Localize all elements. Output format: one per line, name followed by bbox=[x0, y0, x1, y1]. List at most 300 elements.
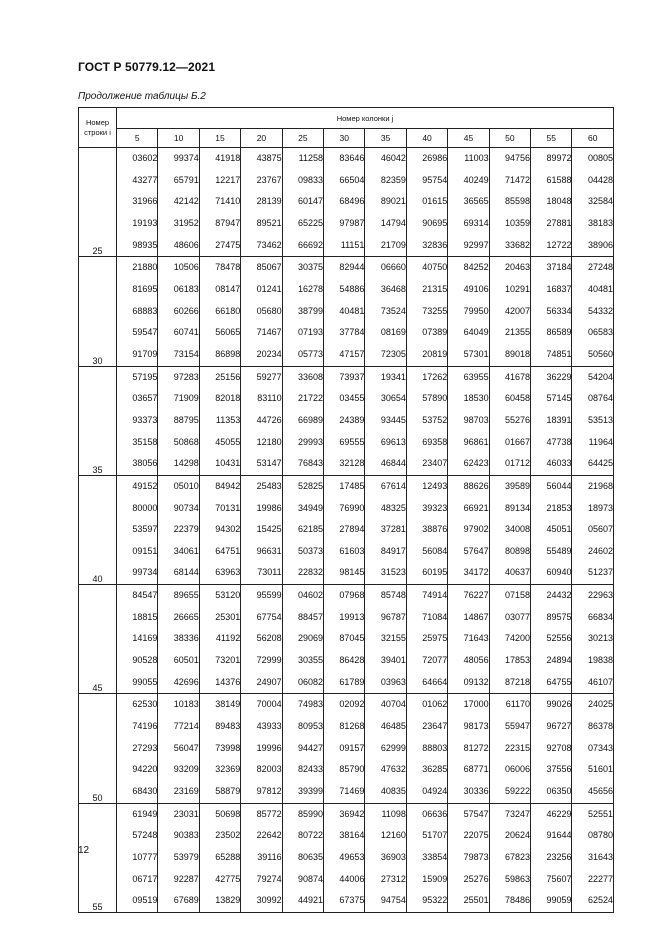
table-cell: 43933 bbox=[241, 716, 282, 738]
table-cell: 91644 bbox=[531, 825, 572, 847]
table-row bbox=[79, 562, 614, 584]
column-number: 55 bbox=[531, 129, 572, 148]
table-cell: 73998 bbox=[199, 738, 240, 760]
table-cell: 94756 bbox=[489, 148, 530, 170]
table-cell: 12493 bbox=[406, 475, 447, 497]
table-cell: 97902 bbox=[448, 519, 489, 541]
table-cell: 06583 bbox=[572, 322, 614, 344]
table-cell: 17485 bbox=[324, 475, 365, 497]
table-cell: 67823 bbox=[489, 847, 530, 869]
table-cell: 96631 bbox=[241, 541, 282, 563]
table-cell: 53513 bbox=[572, 410, 614, 432]
table-cell: 86589 bbox=[531, 322, 572, 344]
table-cell: 82433 bbox=[282, 759, 323, 781]
table-cell: 40249 bbox=[448, 170, 489, 192]
table-cell: 42775 bbox=[199, 869, 240, 891]
table-row bbox=[79, 453, 614, 475]
table-cell: 76843 bbox=[282, 453, 323, 475]
table-cell: 92708 bbox=[531, 738, 572, 760]
table-cell: 46229 bbox=[531, 803, 572, 825]
table-cell: 46485 bbox=[365, 716, 406, 738]
table-cell: 55276 bbox=[489, 410, 530, 432]
table-row bbox=[79, 541, 614, 563]
column-number: 5 bbox=[117, 129, 158, 148]
table-cell: 06350 bbox=[531, 781, 572, 803]
table-cell: 90695 bbox=[406, 213, 447, 235]
table-cell: 69358 bbox=[406, 432, 447, 454]
table-cell: 66989 bbox=[282, 410, 323, 432]
table-row bbox=[79, 388, 614, 410]
table-cell: 32128 bbox=[324, 453, 365, 475]
table-cell: 40637 bbox=[489, 562, 530, 584]
table-cell: 28139 bbox=[241, 191, 282, 213]
table-cell: 23031 bbox=[158, 803, 199, 825]
column-number: 20 bbox=[241, 129, 282, 148]
table-cell: 11353 bbox=[199, 410, 240, 432]
table-cell: 54332 bbox=[572, 301, 614, 323]
table-cell: 76990 bbox=[324, 498, 365, 520]
table-cell: 04924 bbox=[406, 781, 447, 803]
table-cell: 24025 bbox=[572, 694, 614, 716]
table-cell: 10359 bbox=[489, 213, 530, 235]
table-cell: 36903 bbox=[365, 847, 406, 869]
table-cell: 09151 bbox=[117, 541, 158, 563]
table-cell: 23256 bbox=[531, 847, 572, 869]
table-cell: 57195 bbox=[117, 366, 158, 388]
table-cell: 01712 bbox=[489, 453, 530, 475]
table-cell: 34172 bbox=[448, 562, 489, 584]
row-number: 45 bbox=[79, 585, 117, 694]
table-cell: 48325 bbox=[365, 498, 406, 520]
table-cell: 15425 bbox=[241, 519, 282, 541]
table-cell: 11151 bbox=[324, 235, 365, 257]
table-cell: 76227 bbox=[448, 585, 489, 607]
table-cell: 54204 bbox=[572, 366, 614, 388]
table-row bbox=[79, 781, 614, 803]
table-cell: 71469 bbox=[324, 781, 365, 803]
table-cell: 50373 bbox=[282, 541, 323, 563]
column-numbers-row bbox=[79, 129, 614, 148]
row-number: 25 bbox=[79, 148, 117, 257]
table-cell: 50698 bbox=[199, 803, 240, 825]
table-cell: 10777 bbox=[117, 847, 158, 869]
column-number: 15 bbox=[199, 129, 240, 148]
table-cell: 56047 bbox=[158, 738, 199, 760]
table-cell: 14867 bbox=[448, 607, 489, 629]
table-cell: 19996 bbox=[241, 738, 282, 760]
table-cell: 22315 bbox=[489, 738, 530, 760]
table-cell: 08169 bbox=[365, 322, 406, 344]
table-cell: 61949 bbox=[117, 803, 158, 825]
table-cell: 59863 bbox=[489, 869, 530, 891]
table-cell: 89655 bbox=[158, 585, 199, 607]
table-cell: 01241 bbox=[241, 279, 282, 301]
table-cell: 21968 bbox=[572, 475, 614, 497]
table-cell: 44726 bbox=[241, 410, 282, 432]
table-cell: 72999 bbox=[241, 650, 282, 672]
table-cell: 80000 bbox=[117, 498, 158, 520]
table-cell: 98935 bbox=[117, 235, 158, 257]
table-cell: 10291 bbox=[489, 279, 530, 301]
table-cell: 64755 bbox=[531, 672, 572, 694]
table-cell: 39116 bbox=[241, 847, 282, 869]
table-cell: 30375 bbox=[282, 257, 323, 279]
table-cell: 08764 bbox=[572, 388, 614, 410]
table-cell: 93209 bbox=[158, 759, 199, 781]
table-cell: 34949 bbox=[282, 498, 323, 520]
table-cell: 27894 bbox=[324, 519, 365, 541]
table-cell: 06660 bbox=[365, 257, 406, 279]
table-cell: 74200 bbox=[489, 628, 530, 650]
row-number: 40 bbox=[79, 475, 117, 584]
table-cell: 99026 bbox=[531, 694, 572, 716]
table-cell: 06082 bbox=[282, 672, 323, 694]
table-row bbox=[79, 519, 614, 541]
table-cell: 66921 bbox=[448, 498, 489, 520]
table-cell: 64049 bbox=[448, 322, 489, 344]
table-cell: 51707 bbox=[406, 825, 447, 847]
table-cell: 41918 bbox=[199, 148, 240, 170]
table-cell: 85748 bbox=[365, 585, 406, 607]
table-cell: 82944 bbox=[324, 257, 365, 279]
table-cell: 45656 bbox=[572, 781, 614, 803]
table-cell: 26665 bbox=[158, 607, 199, 629]
table-cell: 25156 bbox=[199, 366, 240, 388]
table-cell: 56084 bbox=[406, 541, 447, 563]
table-cell: 78478 bbox=[199, 257, 240, 279]
table-cell: 40704 bbox=[365, 694, 406, 716]
table-cell: 97987 bbox=[324, 213, 365, 235]
table-cell: 07343 bbox=[572, 738, 614, 760]
table-cell: 49152 bbox=[117, 475, 158, 497]
column-number: 30 bbox=[324, 129, 365, 148]
table-cell: 74196 bbox=[117, 716, 158, 738]
table-cell: 91709 bbox=[117, 344, 158, 366]
table-cell: 22075 bbox=[448, 825, 489, 847]
table-cell: 97812 bbox=[241, 781, 282, 803]
table-cell: 36468 bbox=[365, 279, 406, 301]
table-cell: 16278 bbox=[282, 279, 323, 301]
table-cell: 07193 bbox=[282, 322, 323, 344]
table-cell: 19193 bbox=[117, 213, 158, 235]
table-cell: 68144 bbox=[158, 562, 199, 584]
table-cell: 64751 bbox=[199, 541, 240, 563]
table-cell: 59277 bbox=[241, 366, 282, 388]
table-cell: 85790 bbox=[324, 759, 365, 781]
table-cell: 67689 bbox=[158, 890, 199, 912]
table-cell: 71643 bbox=[448, 628, 489, 650]
table-cell: 85990 bbox=[282, 803, 323, 825]
table-cell: 05680 bbox=[241, 301, 282, 323]
table-cell: 65288 bbox=[199, 847, 240, 869]
table-cell: 20624 bbox=[489, 825, 530, 847]
table-cell: 84942 bbox=[199, 475, 240, 497]
table-cell: 84547 bbox=[117, 585, 158, 607]
document-title: ГОСТ Р 50779.12—2021 bbox=[78, 60, 216, 74]
table-cell: 13829 bbox=[199, 890, 240, 912]
table-cell: 09833 bbox=[282, 170, 323, 192]
table-cell: 23767 bbox=[241, 170, 282, 192]
table-cell: 11258 bbox=[282, 148, 323, 170]
page-number: 12 bbox=[78, 845, 90, 856]
table-cell: 99734 bbox=[117, 562, 158, 584]
table-cell: 62423 bbox=[448, 453, 489, 475]
table-cell: 93373 bbox=[117, 410, 158, 432]
table-cell: 87218 bbox=[489, 672, 530, 694]
table-cell: 24602 bbox=[572, 541, 614, 563]
table-cell: 24907 bbox=[241, 672, 282, 694]
table-cell: 80898 bbox=[489, 541, 530, 563]
table-cell: 23169 bbox=[158, 781, 199, 803]
table-cell: 17853 bbox=[489, 650, 530, 672]
table-cell: 60940 bbox=[531, 562, 572, 584]
table-cell: 57890 bbox=[406, 388, 447, 410]
row-number: 55 bbox=[79, 803, 117, 912]
column-number: 45 bbox=[448, 129, 489, 148]
table-cell: 57547 bbox=[448, 803, 489, 825]
row-number: 30 bbox=[79, 257, 117, 366]
table-cell: 49106 bbox=[448, 279, 489, 301]
table-cell: 21853 bbox=[531, 498, 572, 520]
table-cell: 78486 bbox=[489, 890, 530, 912]
table-cell: 40750 bbox=[406, 257, 447, 279]
table-cell: 94427 bbox=[282, 738, 323, 760]
table-cell: 60147 bbox=[282, 191, 323, 213]
table-cell: 89483 bbox=[199, 716, 240, 738]
table-cell: 56208 bbox=[241, 628, 282, 650]
table-cell: 89521 bbox=[241, 213, 282, 235]
table-cell: 87045 bbox=[324, 628, 365, 650]
table-cell: 19986 bbox=[241, 498, 282, 520]
table-cell: 11003 bbox=[448, 148, 489, 170]
table-row bbox=[79, 607, 614, 629]
table-row bbox=[79, 170, 614, 192]
table-cell: 21709 bbox=[365, 235, 406, 257]
table-cell: 95599 bbox=[241, 585, 282, 607]
table-cell: 59547 bbox=[117, 322, 158, 344]
row-number-header: Номер строки i bbox=[79, 108, 117, 148]
table-cell: 59222 bbox=[489, 781, 530, 803]
table-cell: 53597 bbox=[117, 519, 158, 541]
table-cell: 48056 bbox=[448, 650, 489, 672]
table-cell: 06183 bbox=[158, 279, 199, 301]
table-cell: 10183 bbox=[158, 694, 199, 716]
table-cell: 07968 bbox=[324, 585, 365, 607]
table-cell: 08780 bbox=[572, 825, 614, 847]
table-cell: 38183 bbox=[572, 213, 614, 235]
table-row bbox=[79, 890, 614, 912]
table-cell: 44006 bbox=[324, 869, 365, 891]
table-cell: 24894 bbox=[531, 650, 572, 672]
table-cell: 42696 bbox=[158, 672, 199, 694]
table-row bbox=[79, 366, 614, 388]
table-row bbox=[79, 279, 614, 301]
table-cell: 29993 bbox=[282, 432, 323, 454]
table-cell: 32584 bbox=[572, 191, 614, 213]
column-number: 35 bbox=[365, 129, 406, 148]
table-row bbox=[79, 498, 614, 520]
table-cell: 52825 bbox=[282, 475, 323, 497]
table-cell: 73524 bbox=[365, 301, 406, 323]
random-numbers-table bbox=[78, 107, 614, 913]
table-cell: 57647 bbox=[448, 541, 489, 563]
table-cell: 31523 bbox=[365, 562, 406, 584]
table-cell: 23407 bbox=[406, 453, 447, 475]
table-cell: 63955 bbox=[448, 366, 489, 388]
table-cell: 22277 bbox=[572, 869, 614, 891]
table-cell: 22832 bbox=[282, 562, 323, 584]
table-cell: 14376 bbox=[199, 672, 240, 694]
table-cell: 85598 bbox=[489, 191, 530, 213]
table-cell: 66834 bbox=[572, 607, 614, 629]
table-cell: 09519 bbox=[117, 890, 158, 912]
table-row bbox=[79, 759, 614, 781]
table-cell: 56065 bbox=[199, 322, 240, 344]
table-cell: 73462 bbox=[241, 235, 282, 257]
table-cell: 66692 bbox=[282, 235, 323, 257]
table-cell: 09157 bbox=[324, 738, 365, 760]
table-cell: 43277 bbox=[117, 170, 158, 192]
table-cell: 70004 bbox=[241, 694, 282, 716]
table-cell: 64664 bbox=[406, 672, 447, 694]
table-cell: 45055 bbox=[199, 432, 240, 454]
table-cell: 08147 bbox=[199, 279, 240, 301]
table-cell: 98703 bbox=[448, 410, 489, 432]
table-cell: 79873 bbox=[448, 847, 489, 869]
table-cell: 96861 bbox=[448, 432, 489, 454]
table-row bbox=[79, 410, 614, 432]
table-cell: 92287 bbox=[158, 869, 199, 891]
table-cell: 68883 bbox=[117, 301, 158, 323]
table-cell: 19341 bbox=[365, 366, 406, 388]
table-cell: 27475 bbox=[199, 235, 240, 257]
table-body bbox=[79, 148, 614, 913]
table-cell: 62999 bbox=[365, 738, 406, 760]
table-cell: 20819 bbox=[406, 344, 447, 366]
table-cell: 39323 bbox=[406, 498, 447, 520]
table-cell: 36942 bbox=[324, 803, 365, 825]
table-cell: 99059 bbox=[531, 890, 572, 912]
table-cell: 68771 bbox=[448, 759, 489, 781]
table-cell: 69613 bbox=[365, 432, 406, 454]
table-row bbox=[79, 672, 614, 694]
table-cell: 11964 bbox=[572, 432, 614, 454]
table-cell: 32369 bbox=[199, 759, 240, 781]
table-cell: 67614 bbox=[365, 475, 406, 497]
table-cell: 00805 bbox=[572, 148, 614, 170]
table-cell: 65225 bbox=[282, 213, 323, 235]
table-cell: 35158 bbox=[117, 432, 158, 454]
table-cell: 57248 bbox=[117, 825, 158, 847]
table-cell: 18530 bbox=[448, 388, 489, 410]
table-cell: 72077 bbox=[406, 650, 447, 672]
table-cell: 38056 bbox=[117, 453, 158, 475]
table-cell: 37556 bbox=[531, 759, 572, 781]
table-cell: 74983 bbox=[282, 694, 323, 716]
table-cell: 53979 bbox=[158, 847, 199, 869]
table-cell: 89018 bbox=[489, 344, 530, 366]
table-cell: 73247 bbox=[489, 803, 530, 825]
table-cell: 99055 bbox=[117, 672, 158, 694]
table-cell: 60501 bbox=[158, 650, 199, 672]
table-cell: 69555 bbox=[324, 432, 365, 454]
table-cell: 39399 bbox=[282, 781, 323, 803]
column-number-header: Номер колонки j bbox=[117, 108, 614, 129]
table-row bbox=[79, 322, 614, 344]
table-cell: 37281 bbox=[365, 519, 406, 541]
table-cell: 25975 bbox=[406, 628, 447, 650]
table-cell: 23647 bbox=[406, 716, 447, 738]
table-cell: 61170 bbox=[489, 694, 530, 716]
table-cell: 11098 bbox=[365, 803, 406, 825]
table-cell: 86378 bbox=[572, 716, 614, 738]
table-row bbox=[79, 148, 614, 170]
table-cell: 36565 bbox=[448, 191, 489, 213]
table-cell: 89575 bbox=[531, 607, 572, 629]
table-cell: 33682 bbox=[489, 235, 530, 257]
table-cell: 62530 bbox=[117, 694, 158, 716]
table-cell: 71410 bbox=[199, 191, 240, 213]
table-cell: 49653 bbox=[324, 847, 365, 869]
table-cell: 04602 bbox=[282, 585, 323, 607]
table-cell: 46033 bbox=[531, 453, 572, 475]
table-cell: 27312 bbox=[365, 869, 406, 891]
table-cell: 15909 bbox=[406, 869, 447, 891]
table-header-row bbox=[79, 108, 614, 129]
table-cell: 79950 bbox=[448, 301, 489, 323]
table-cell: 99374 bbox=[158, 148, 199, 170]
table-cell: 36285 bbox=[406, 759, 447, 781]
table-cell: 03963 bbox=[365, 672, 406, 694]
table-cell: 94754 bbox=[365, 890, 406, 912]
table-cell: 53147 bbox=[241, 453, 282, 475]
table-cell: 61588 bbox=[531, 170, 572, 192]
table-cell: 60458 bbox=[489, 388, 530, 410]
table-cell: 69314 bbox=[448, 213, 489, 235]
table-cell: 30336 bbox=[448, 781, 489, 803]
table-cell: 90383 bbox=[158, 825, 199, 847]
table-cell: 41678 bbox=[489, 366, 530, 388]
table-cell: 24432 bbox=[531, 585, 572, 607]
table-cell: 68430 bbox=[117, 781, 158, 803]
table-row bbox=[79, 475, 614, 497]
table-cell: 06636 bbox=[406, 803, 447, 825]
table-cell: 55947 bbox=[489, 716, 530, 738]
table-cell: 18815 bbox=[117, 607, 158, 629]
row-number: 35 bbox=[79, 366, 117, 475]
table-cell: 33854 bbox=[406, 847, 447, 869]
table-cell: 61603 bbox=[324, 541, 365, 563]
table-cell: 30654 bbox=[365, 388, 406, 410]
table-cell: 97283 bbox=[158, 366, 199, 388]
table-cell: 12217 bbox=[199, 170, 240, 192]
table-cell: 40481 bbox=[324, 301, 365, 323]
table-cell: 90874 bbox=[282, 869, 323, 891]
table-cell: 24389 bbox=[324, 410, 365, 432]
table-cell: 82018 bbox=[199, 388, 240, 410]
table-cell: 98145 bbox=[324, 562, 365, 584]
table-cell: 54886 bbox=[324, 279, 365, 301]
table-cell: 01615 bbox=[406, 191, 447, 213]
table-cell: 30992 bbox=[241, 890, 282, 912]
table-cell: 53752 bbox=[406, 410, 447, 432]
table-cell: 37784 bbox=[324, 322, 365, 344]
column-number: 10 bbox=[158, 129, 199, 148]
table-cell: 47738 bbox=[531, 432, 572, 454]
table-cell: 55489 bbox=[531, 541, 572, 563]
table-cell: 38164 bbox=[324, 825, 365, 847]
table-cell: 67375 bbox=[324, 890, 365, 912]
